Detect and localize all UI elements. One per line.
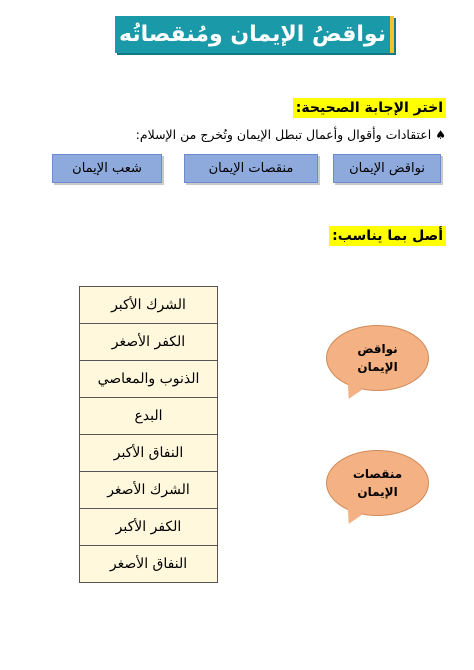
section-match-label: أصل بما يناسب: (329, 226, 446, 246)
match-item[interactable]: الكفر الأكبر (80, 509, 218, 546)
match-item[interactable]: الكفر الأصغر (80, 324, 218, 361)
bubble-line: منقصات (352, 467, 403, 481)
choice-munqisat-button[interactable]: منقصات الإيمان (184, 154, 318, 183)
section-choose-label: اختر الإجابة الصحيحة: (293, 98, 446, 118)
match-item[interactable]: النفاق الأصغر (80, 546, 218, 583)
question-text (26, 126, 446, 144)
table-row (80, 398, 218, 435)
table-row (80, 361, 218, 398)
question-label: اعتقادات وأقوال وأعمال تبطل الإيمان وتُخرج من الإسلام: (135, 127, 432, 142)
match-item[interactable]: الشرك الأكبر (80, 287, 218, 324)
page-title: نواقضُ الإيمان ومُنقصاتُه (115, 16, 394, 53)
bubble-line: الإيمان (357, 485, 398, 499)
table-row (80, 324, 218, 361)
match-items-table (79, 286, 218, 583)
table-row (80, 472, 218, 509)
bubble-line: نواقض (357, 342, 398, 356)
table-row (80, 509, 218, 546)
bubble-nawaqid[interactable] (326, 325, 429, 391)
choice-shuab-button[interactable]: شعب الإيمان (52, 154, 162, 183)
match-item[interactable]: البدع (80, 398, 218, 435)
table-row (80, 546, 218, 583)
bubble-line: الإيمان (357, 360, 398, 374)
table-row (80, 435, 218, 472)
choice-nawaqid-button[interactable]: نواقض الإيمان (333, 154, 441, 183)
match-item[interactable]: الشرك الأصغر (80, 472, 218, 509)
match-item[interactable]: الذنوب والمعاصي (80, 361, 218, 398)
match-item[interactable]: النفاق الأكبر (80, 435, 218, 472)
table-row (80, 287, 218, 324)
bubble-munqisat[interactable] (326, 450, 429, 516)
spade-icon: ♠ (435, 128, 446, 142)
